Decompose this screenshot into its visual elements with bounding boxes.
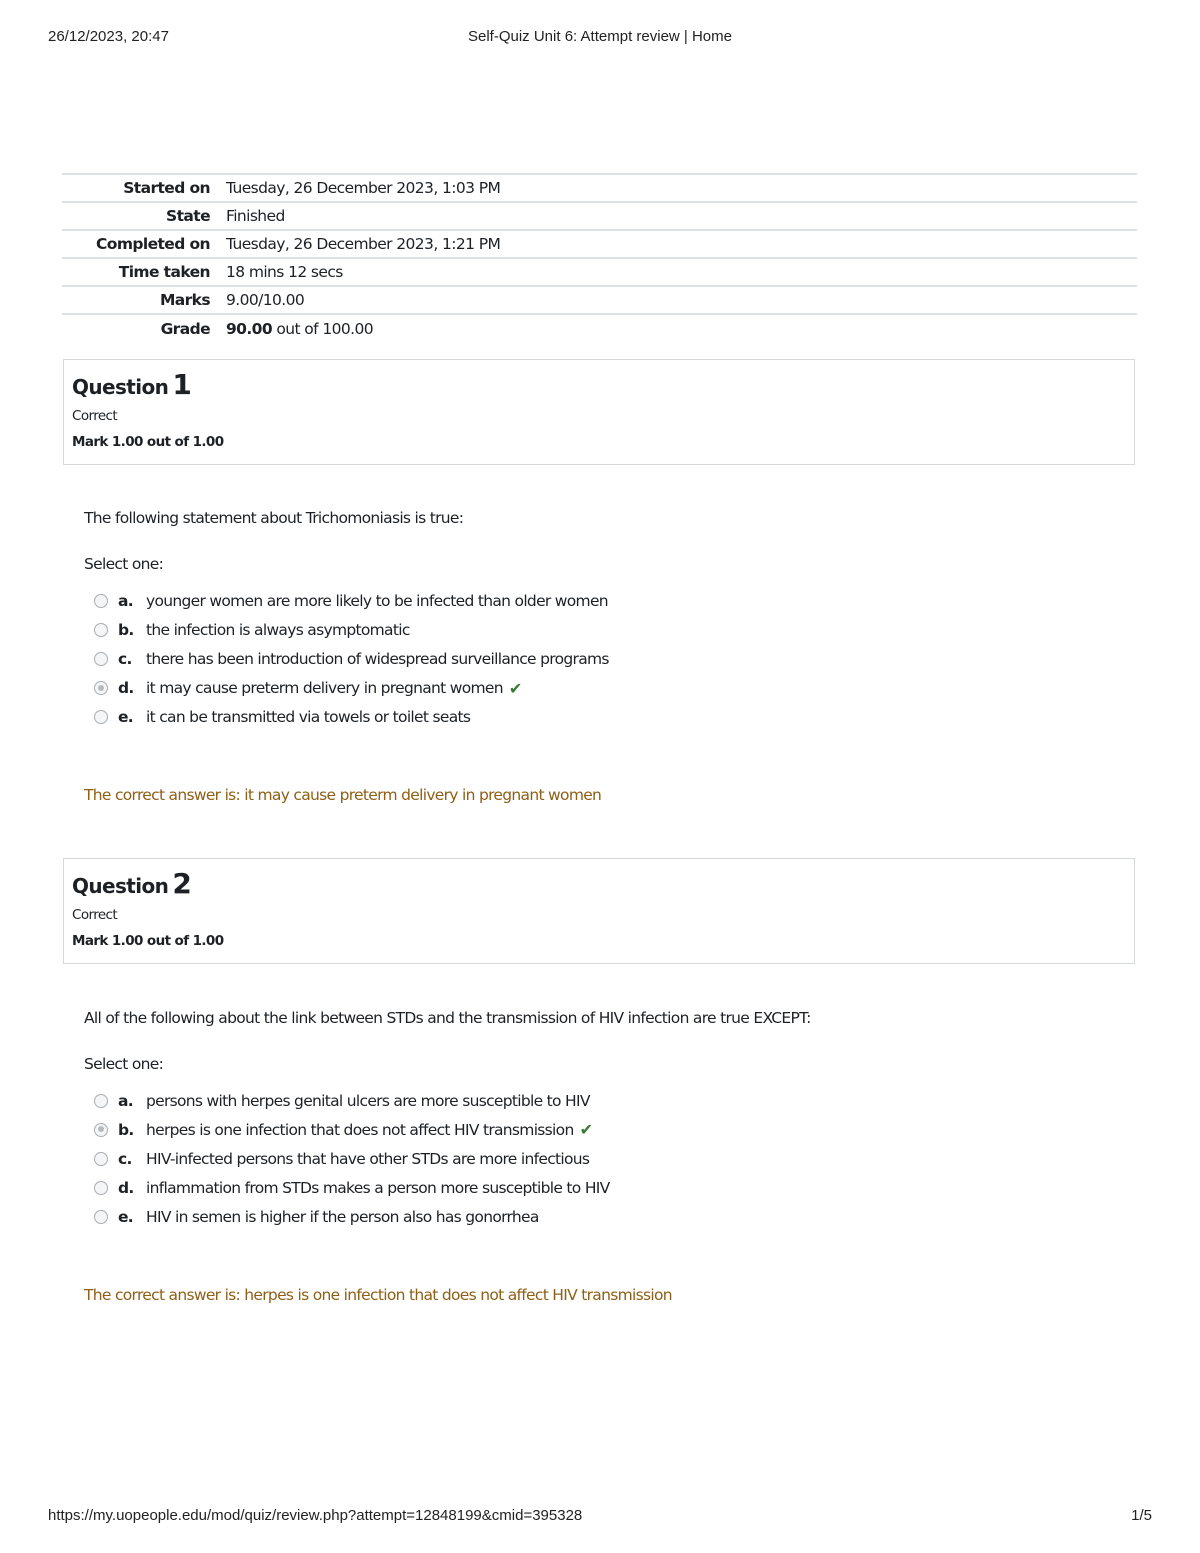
answer-options — [94, 586, 609, 732]
option-letter: b. — [118, 1120, 134, 1139]
option-letter: a. — [118, 1091, 133, 1110]
radio-button[interactable] — [94, 623, 108, 637]
radio-button[interactable] — [94, 1181, 108, 1195]
attempt-summary-table — [62, 173, 1137, 342]
summary-label: Started on — [123, 179, 210, 197]
option-letter: a. — [118, 591, 133, 610]
question-mark: Mark 1.00 out of 1.00 — [72, 434, 224, 450]
check-icon: ✔ — [579, 1120, 593, 1140]
option-letter: c. — [118, 649, 132, 668]
question-mark: Mark 1.00 out of 1.00 — [72, 933, 224, 949]
question-number-value: 2 — [172, 867, 192, 900]
print-page-number: 1/5 — [1131, 1507, 1152, 1524]
radio-button[interactable] — [94, 1094, 108, 1108]
answer-option[interactable] — [94, 1203, 610, 1232]
grade-score: 90.00 — [226, 319, 273, 338]
answer-option[interactable] — [94, 586, 609, 615]
print-title: Self-Quiz Unit 6: Attempt review | Home — [468, 28, 732, 45]
question-number — [72, 368, 1126, 404]
answer-option[interactable] — [94, 1144, 610, 1173]
answer-option-selected[interactable] — [94, 1115, 610, 1144]
question-number-value: 1 — [172, 368, 192, 401]
summary-label: Completed on — [96, 235, 210, 253]
option-letter: d. — [118, 679, 134, 698]
question-state: Correct — [72, 907, 118, 923]
print-footer — [48, 1507, 1152, 1527]
option-text: younger women are more likely to be infected than older women — [146, 591, 608, 610]
radio-button-checked[interactable] — [94, 681, 108, 695]
summary-label: Grade — [160, 319, 210, 338]
option-text: the infection is always asymptomatic — [146, 620, 410, 639]
grade-out-of: out of 100.00 — [272, 319, 373, 338]
summary-row-grade — [62, 314, 1137, 342]
option-text: it may cause preterm delivery in pregnant women — [146, 679, 503, 698]
summary-label: Marks — [159, 291, 210, 309]
check-icon: ✔ — [508, 678, 522, 698]
summary-value — [226, 314, 1137, 342]
answer-option[interactable] — [94, 644, 609, 673]
radio-button[interactable] — [94, 594, 108, 608]
question-label: Question — [72, 375, 169, 399]
option-text: persons with herpes genital ulcers are more susceptible to HIV — [146, 1091, 590, 1110]
answer-option[interactable] — [94, 1174, 610, 1203]
summary-row-completed — [62, 230, 1137, 258]
question-text: The following statement about Trichomoniasis is true: — [84, 509, 464, 527]
question-info-2 — [63, 858, 1135, 964]
option-text: HIV-infected persons that have other STDs are more infectious — [146, 1149, 590, 1168]
print-datetime: 26/12/2023, 20:47 — [48, 28, 169, 45]
summary-row-started — [62, 174, 1137, 202]
question-text: All of the following about the link between STDs and the transmission of HIV infection are true EXCEPT: — [84, 1009, 811, 1027]
summary-value: Finished — [226, 207, 285, 225]
summary-row-time — [62, 258, 1137, 286]
option-text: there has been introduction of widespread surveillance programs — [146, 649, 609, 668]
right-answer: The correct answer is: herpes is one infection that does not affect HIV transmission — [84, 1286, 672, 1304]
option-text: HIV in semen is higher if the person also has gonorrhea — [146, 1208, 539, 1227]
radio-button[interactable] — [94, 652, 108, 666]
radio-button[interactable] — [94, 710, 108, 724]
select-one-prompt: Select one: — [84, 1055, 164, 1073]
radio-button-checked[interactable] — [94, 1123, 108, 1137]
summary-label: State — [166, 207, 210, 225]
answer-option[interactable] — [94, 615, 609, 644]
summary-label: Time taken — [118, 263, 210, 281]
option-letter: e. — [118, 1208, 134, 1227]
answer-option-selected[interactable] — [94, 674, 609, 703]
option-letter: d. — [118, 1179, 134, 1198]
print-header — [48, 28, 1152, 48]
right-answer: The correct answer is: it may cause preterm delivery in pregnant women — [84, 786, 602, 804]
radio-button[interactable] — [94, 1152, 108, 1166]
print-url: https://my.uopeople.edu/mod/quiz/review.php?attempt=12848199&cmid=395328 — [48, 1507, 583, 1524]
option-text: herpes is one infection that does not affect HIV transmission — [146, 1120, 574, 1139]
question-info-1 — [63, 359, 1135, 465]
answer-option[interactable] — [94, 1086, 610, 1115]
option-letter: e. — [118, 708, 134, 727]
option-letter: c. — [118, 1149, 132, 1168]
question-label: Question — [72, 874, 169, 898]
summary-value: Tuesday, 26 December 2023, 1:03 PM — [226, 179, 501, 197]
question-number — [72, 867, 1126, 903]
summary-value: 18 mins 12 secs — [226, 263, 343, 281]
summary-value: Tuesday, 26 December 2023, 1:21 PM — [226, 235, 501, 253]
summary-value: 9.00/10.00 — [226, 291, 305, 309]
radio-button[interactable] — [94, 1210, 108, 1224]
summary-row-marks — [62, 286, 1137, 314]
select-one-prompt: Select one: — [84, 555, 164, 573]
summary-row-state — [62, 202, 1137, 230]
option-text: inflammation from STDs makes a person more susceptible to HIV — [146, 1179, 610, 1198]
answer-options — [94, 1086, 610, 1232]
question-state: Correct — [72, 408, 118, 424]
option-text: it can be transmitted via towels or toilet seats — [146, 708, 471, 727]
answer-option[interactable] — [94, 703, 609, 732]
option-letter: b. — [118, 620, 134, 639]
